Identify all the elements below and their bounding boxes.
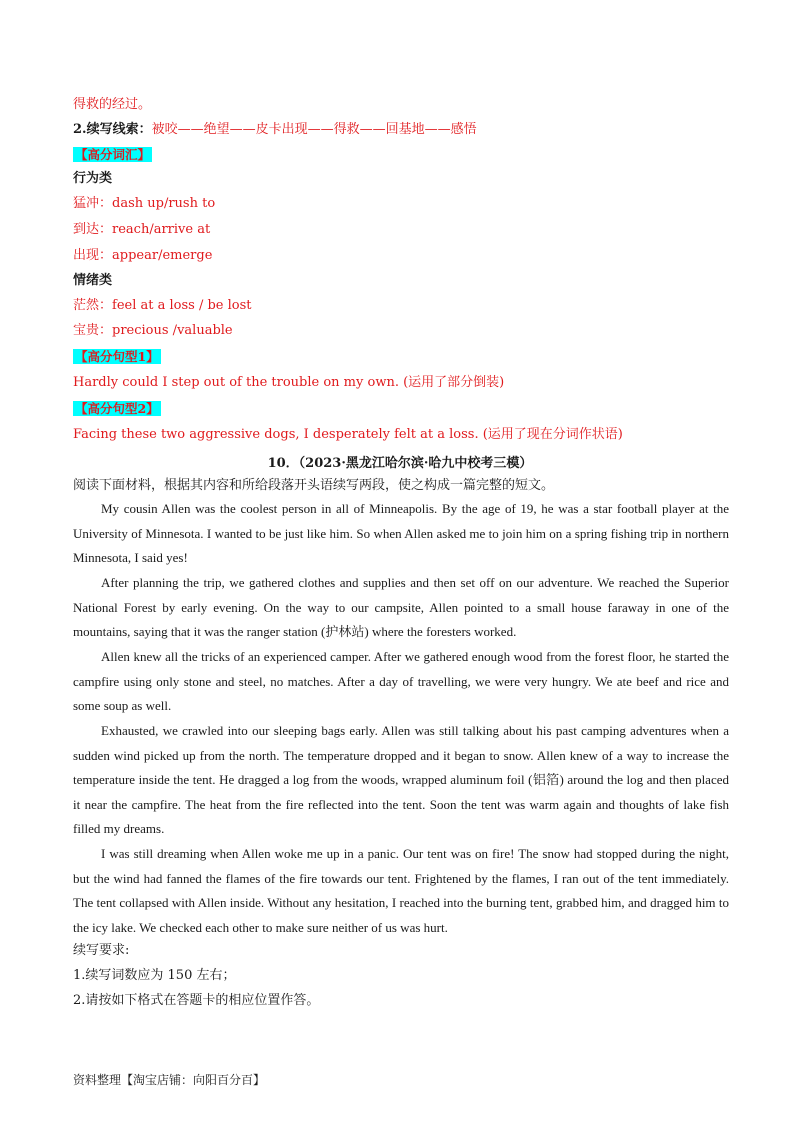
- vocab-header: 【高分词汇】: [75, 147, 151, 162]
- requirement-1: 1.续写词数应为 150 左右；: [73, 968, 236, 983]
- vocab-item-cn: 宝贵：: [73, 323, 113, 338]
- sentence1-text: Hardly could I step out of the trouble on my own. (运用了部分倒装): [73, 375, 505, 390]
- paragraph-text: After planning the trip, we gathered clothes and supplies and then set off on our adventure. We reached the Superior National Forest by early evening. On the way to our campsite, Allen pointed to a small house faraway in one of the mountains, saying that it was the ranger station (护林站) where the foresters worked.: [73, 575, 729, 640]
- top-line-1: 得救的经过。: [73, 97, 152, 112]
- paragraph-text: I was still dreaming when Allen woke me up in a panic. Our tent was on fire! The snow had stopped during the night, but the wind had fanned the flames of the fire towards our tent. Frightened by the flames, I ran out of the tent immediately. The tent collapsed with Allen inside. Without any hesitation, I reached into the burning tent, grabbed him, and dragged him to the icy lake. We checked each other to make sure neither of us was hurt.: [73, 846, 729, 935]
- paragraph-text: Exhausted, we crawled into our sleeping bags early. Allen was still talking about his past camping adventures when a sudden wind picked up from the north. The temperature dropped and it began to snow. Allen knew of a way to increase the temperature inside the tent. He dragged a log from the woods, wrapped aluminum foil (铝箔) around the log and then placed it near the campfire. The heat from the fire reflected into the tent. Soon the tent was warm again and thoughts of lake fish filled my dreams.: [73, 723, 729, 837]
- vocab-header-line: [73, 146, 152, 165]
- vocab-item: [73, 247, 212, 265]
- passage-paragraph: [73, 645, 729, 719]
- sentence1-header: 【高分句型1】: [75, 349, 159, 364]
- vocab-category-emotion: 情绪类: [73, 273, 113, 288]
- vocab-item-cn: 出现：: [73, 248, 113, 263]
- sentence1-header-line: [73, 348, 161, 367]
- paragraph-text: My cousin Allen was the coolest person in all of Minneapolis. By the age of 19, he was a star football player at the University of Minnesota. I wanted to be just like him. So when Allen asked me to join him on a spring fishing trip in northern Minnesota, I said yes!: [73, 501, 729, 566]
- requirement-2: 2.请按如下格式在答题卡的相应位置作答。: [73, 993, 320, 1008]
- vocab-category-action: 行为类: [73, 171, 113, 186]
- vocab-item-cn: 猛冲：: [73, 196, 113, 211]
- question-title: 10．（2023·黑龙江哈尔滨·哈九中校考三模）: [267, 456, 533, 471]
- passage-paragraph: [73, 571, 729, 645]
- vocab-item-en: appear/emerge: [112, 248, 213, 263]
- vocab-item-en: reach/arrive at: [112, 222, 211, 237]
- vocab-item-en: precious /valuable: [112, 323, 233, 338]
- vocab-item: [73, 195, 215, 213]
- sentence2-text: Facing these two aggressive dogs, I desperately felt at a loss. (运用了现在分词作状语): [73, 427, 623, 442]
- vocab-item-en: dash up/rush to: [112, 196, 216, 211]
- vocab-item: [73, 221, 210, 239]
- clue-text: 被咬——绝望——皮卡出现——得救——回基地——感悟: [151, 122, 477, 137]
- footer-source: 资料整理【淘宝店铺：向阳百分百】: [73, 1073, 266, 1087]
- vocab-item-cn: 茫然：: [73, 298, 113, 313]
- vocab-item-cn: 到达：: [73, 222, 113, 237]
- vocab-item-en: feel at a loss / be lost: [112, 298, 252, 313]
- clue-line: [73, 121, 477, 139]
- passage-paragraph: [73, 842, 729, 940]
- paragraph-text: Allen knew all the tricks of an experienced camper. After we gathered enough wood from the forest floor, he started the campfire using only stone and steel, no matches. After a day of travelling, we were very hungry. We ate beef and rice and some soup as well.: [73, 649, 729, 714]
- passage-paragraph: [73, 719, 729, 842]
- passage-paragraph: [73, 497, 729, 571]
- sentence2-header-line: [73, 400, 161, 419]
- question-instruction: 阅读下面材料，根据其内容和所给段落开头语续写两段，使之构成一篇完整的短文。: [73, 478, 555, 493]
- vocab-item: [73, 322, 233, 340]
- sentence2-header: 【高分句型2】: [75, 401, 159, 416]
- clue-label: 2.续写线索：: [73, 122, 152, 137]
- vocab-item: [73, 297, 252, 315]
- requirements-title: 续写要求:: [73, 943, 130, 958]
